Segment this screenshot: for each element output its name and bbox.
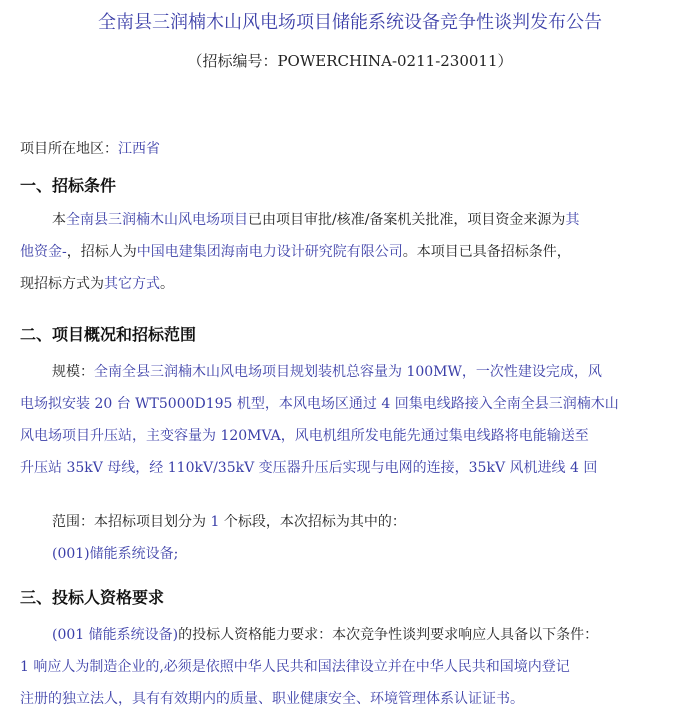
region-label: 项目所在地区： (20, 141, 118, 157)
scale-line-1: 规模：全南全县三润楠木山风电场项目规划装机总容量为 100MW，一次性建设完成，风 (52, 364, 602, 380)
project-region (20, 137, 160, 161)
section-2-scale (20, 356, 688, 484)
page-title: 全南县三润楠木山风电场项目储能系统设备竞争性谈判发布公告 (98, 12, 602, 33)
section-3-paragraph (20, 619, 688, 715)
s1-line-1: 本全南县三润楠木山风电场项目已由项目审批/核准/备案机关批准，项目资金来源为其 (52, 212, 580, 228)
s3-line-1: (001 储能系统设备)的投标人资格能力要求：本次竞争性谈判要求响应人具备以下条件： (52, 627, 599, 643)
s1-line-3: 现招标方式为其它方式。 (20, 276, 174, 292)
bid-number: （招标编号：POWERCHINA-0211-230011） (187, 52, 513, 70)
s1-line-2: 他资金-，招标人为中国电建集团海南电力设计研究院有限公司。本项目已具备招标条件， (20, 244, 571, 260)
region-value: 江西省 (118, 141, 160, 157)
range-item: (001)储能系统设备; (52, 546, 179, 562)
scale-line-2: 电场拟安装 20 台 WT5000D195 机型，本风电场区通过 4 回集电线路接入全南全县三润楠木山 (20, 396, 619, 412)
s3-line-3: 注册的独立法人，具有有效期内的质量、职业健康安全、环境管理体系认证证书。 (20, 691, 524, 707)
scale-line-4: 升压站 35kV 母线，经 110kV/35kV 变压器升压后实现与电网的连接，35kV 风机进线 4 回 (20, 460, 598, 476)
scale-line-3: 风电场项目升压站，主变容量为 120MVA，风电机组所发电能先通过集电线路将电能输送至 (20, 428, 589, 444)
section-2-range (20, 506, 688, 570)
section-2-heading: 二、项目概况和招标范围 (20, 325, 197, 344)
s3-line-2: 1 响应人为制造企业的,必须是依照中华人民共和国法律设立并在中华人民共和国境内登记 (20, 659, 570, 675)
section-1-heading: 一、招标条件 (20, 176, 117, 195)
range-line: 范围：本招标项目划分为 1 个标段，本次招标为其中的： (52, 514, 406, 530)
section-1-paragraph (20, 204, 688, 300)
section-3-heading: 三、投标人资格要求 (20, 588, 165, 607)
